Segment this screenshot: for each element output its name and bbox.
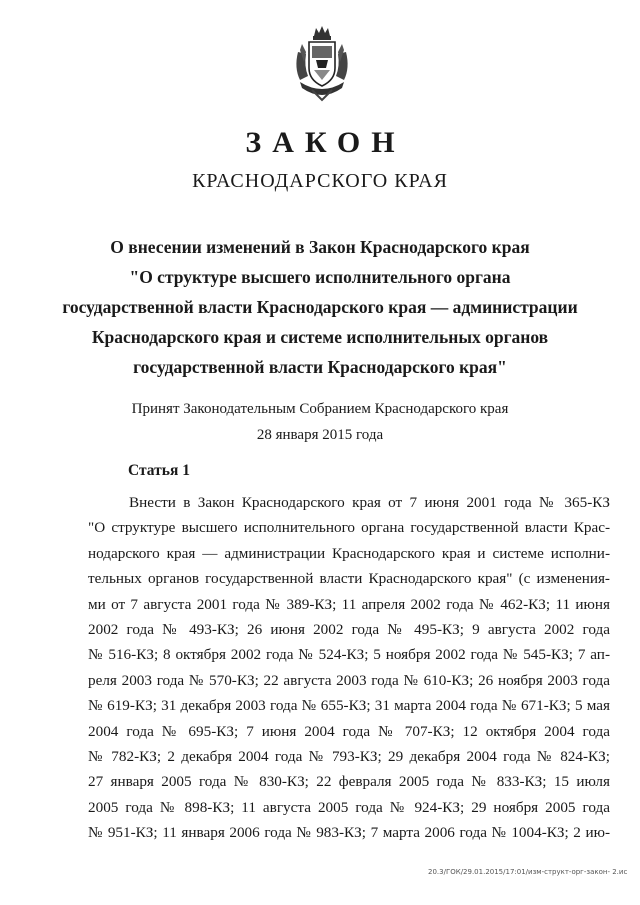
body-line: № 951-КЗ; 11 января 2006 года № 983-КЗ; 7 марта 2006 года № 1004-КЗ; 2 ию- bbox=[88, 824, 610, 842]
body-line: тельных органов государственной власти Краснодарского края" (с изменения- bbox=[88, 570, 610, 588]
body-line: реля 2003 года № 570-КЗ; 22 августа 2003 года № 610-КЗ; 26 ноября 2003 года bbox=[88, 671, 610, 689]
body-line: 27 января 2005 года № 830-КЗ; 22 февраля 2005 года № 833-КЗ; 15 июля bbox=[88, 773, 610, 791]
file-footer-note: 20.3/ГОК/29.01.2015/17:01/изм-структ-орг-закон- 2.ис bbox=[428, 868, 628, 876]
title-line: О внесении изменений в Закон Краснодарского края bbox=[110, 237, 530, 257]
body-line: 2004 года № 695-КЗ; 7 июня 2004 года № 707-КЗ; 12 октября 2004 года bbox=[88, 722, 610, 740]
body-line: 2002 года № 493-КЗ; 26 июня 2002 года № 495-КЗ; 9 августа 2002 года bbox=[88, 621, 610, 639]
title-line: "О структуре высшего исполнительного органа bbox=[129, 267, 511, 287]
adoption-note bbox=[0, 396, 640, 448]
law-title bbox=[60, 232, 580, 382]
title-line: Краснодарского края и системе исполнительных органов bbox=[91, 327, 549, 347]
body-line: "О структуре высшего исполнительного органа государственной власти Крас- bbox=[88, 519, 610, 537]
body-line: № 619-КЗ; 31 декабря 2003 года № 655-КЗ; 31 марта 2004 года № 671-КЗ; 5 мая bbox=[88, 697, 610, 715]
body-line: 2005 года № 898-КЗ; 11 августа 2005 года № 924-КЗ; 29 ноября 2005 года bbox=[88, 798, 610, 816]
body-line: № 782-КЗ; 2 декабря 2004 года № 793-КЗ; 29 декабря 2004 года № 824-КЗ; bbox=[88, 748, 610, 766]
body-line: № 516-КЗ; 8 октября 2002 года № 524-КЗ; 5 ноября 2002 года № 545-КЗ; 7 ап- bbox=[88, 646, 610, 664]
title-line: государственной власти Краснодарского края — администрации bbox=[62, 297, 578, 317]
title-line: государственной власти Краснодарского края" bbox=[133, 357, 507, 377]
body-line: нодарского края — администрации Краснодарского края и системе исполни- bbox=[88, 544, 610, 562]
adoption-date: 28 января 2015 года bbox=[256, 427, 384, 443]
region-subheading: КРАСНОДАРСКОГО КРАЯ bbox=[192, 170, 448, 192]
body-line: ми от 7 августа 2001 года № 389-КЗ; 11 апреля 2002 года № 462-КЗ; 11 июня bbox=[88, 595, 610, 613]
adoption-body: Принят Законодательным Собранием Краснодарского края bbox=[131, 401, 509, 417]
body-line: Внести в Закон Краснодарского края от 7 июня 2001 года № 365-КЗ bbox=[129, 494, 610, 511]
article-heading: Статья 1 bbox=[128, 462, 190, 479]
article-body bbox=[88, 490, 610, 846]
coat-of-arms-emblem bbox=[290, 22, 354, 104]
law-heading: ЗАКОН bbox=[245, 126, 406, 159]
